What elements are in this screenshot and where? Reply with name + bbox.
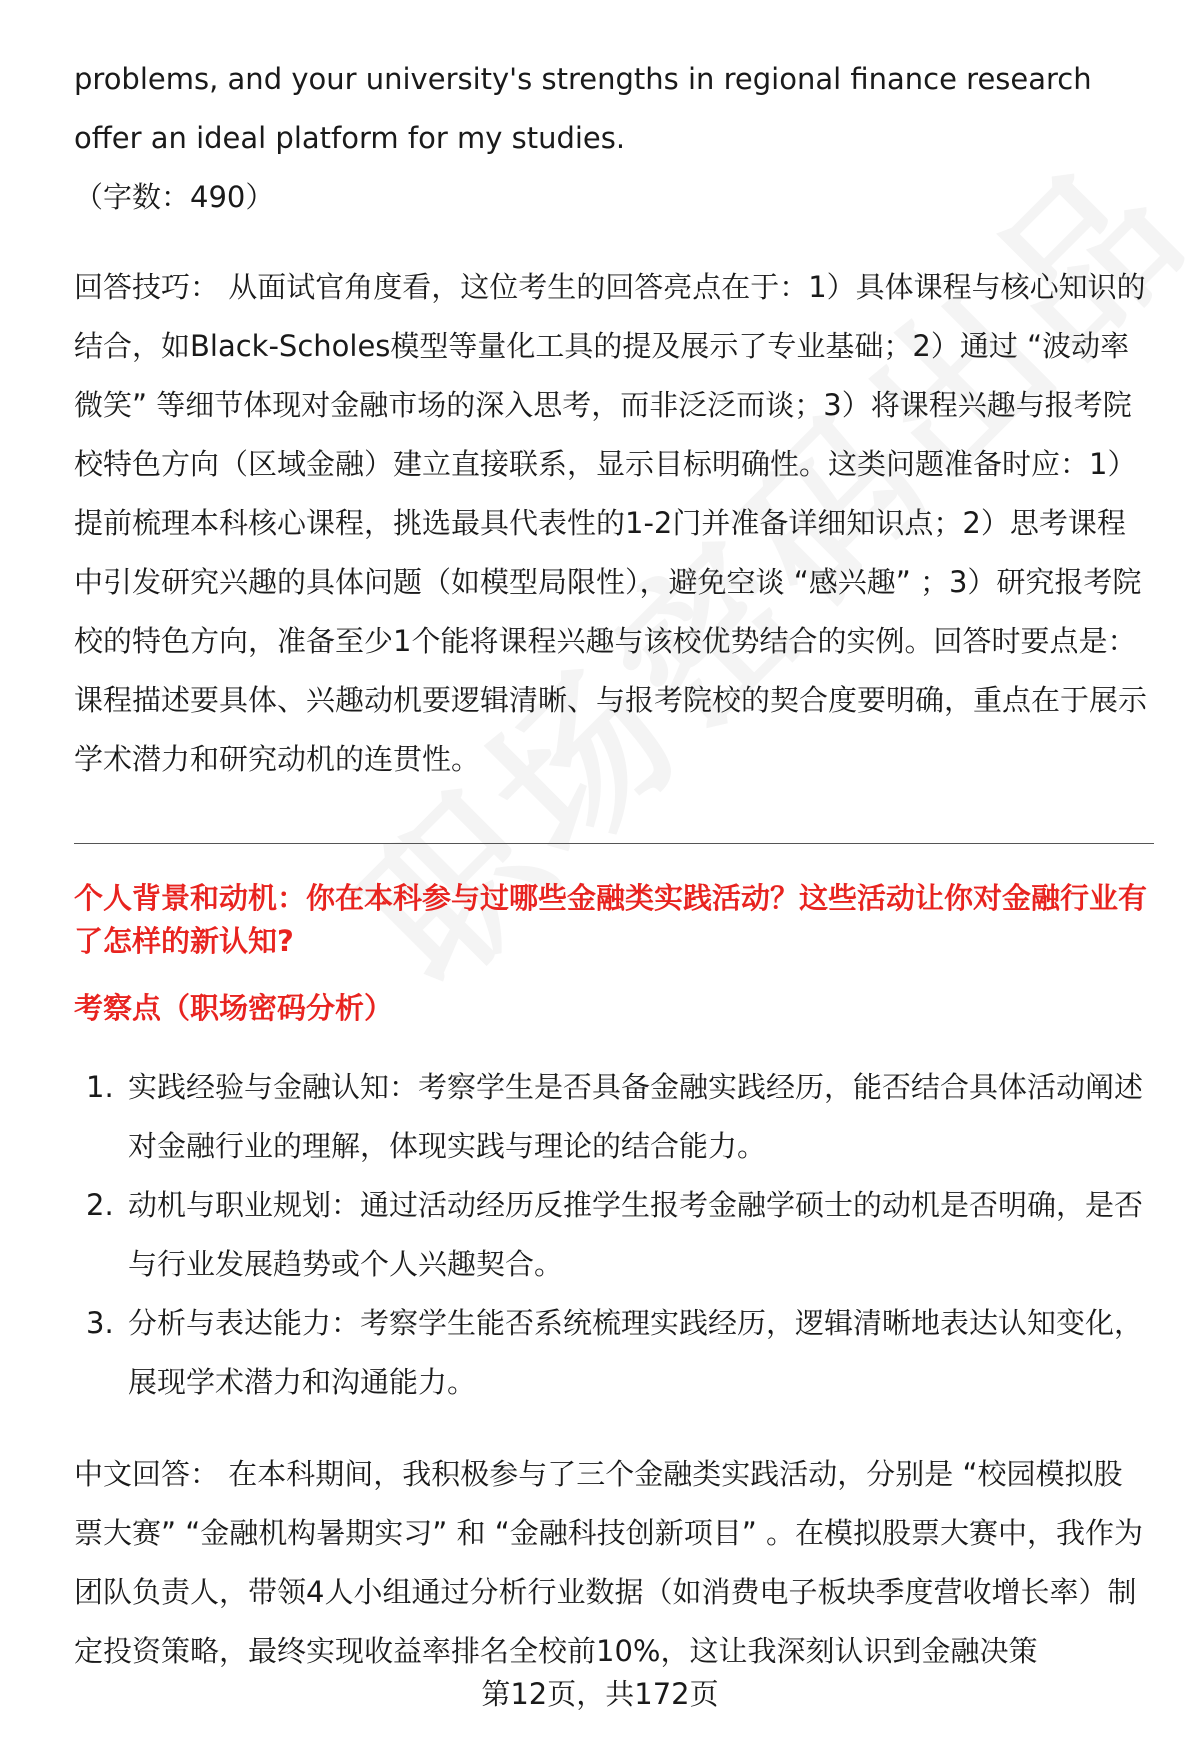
intro-paragraph: problems, and your university's strengths in regional finance research offer an ideal platform for my studies. — [74, 62, 1092, 155]
question-heading: 个人背景和动机：你在本科参与过哪些金融类实践活动？这些活动让你对金融行业有了怎样的新认知? — [74, 881, 1148, 958]
list-text: 实践经验与金融认知：考察学生是否具备金融实践经历，能否结合具体活动阐述对金融行业的理解，体现实践与理论的结合能力。 — [128, 1070, 1144, 1163]
list-number: 2. — [86, 1188, 114, 1222]
analysis-subheading: 考察点（职场密码分析） — [74, 991, 394, 1025]
word-count: （字数：490） — [74, 180, 275, 214]
answer-tips-paragraph: 回答技巧： 从面试官角度看，这位考生的回答亮点在于：1）具体课程与核心知识的结合，如Black-Scholes模型等量化工具的提及展示了专业基础；2）通过 “波动率微笑” 等细节体现对金融市场的深入思考，而非泛泛而谈；3）将课程兴趣与报考院校特色方向（区域金融）建立直接联系，显示目标明确性。这类问题准备时应：1）提前梳理本科核心课程，挑选最具代表性的1-2门并准备详细知识点；2）思考课程中引发研究兴趣的具体问题（如模型局限性），避免空谈 “感兴趣” ；3）研究报考院校的特色方向，准备至少1个能将课程兴趣与该校优势结合的实例。回答时要点是：课程描述要具体、兴趣动机要逻辑清晰、与报考院校的契合度要明确，重点在于展示学术潜力和研究动机的连贯性。 — [74, 270, 1148, 776]
list-text: 分析与表达能力：考察学生能否系统梳理实践经历，逻辑清晰地表达认知变化，展现学术潜力和沟通能力。 — [128, 1306, 1144, 1399]
list-item — [74, 1176, 1154, 1294]
list-item — [74, 1294, 1154, 1412]
list-number: 1. — [86, 1070, 114, 1104]
page-footer: 第12页，共172页 — [481, 1677, 719, 1711]
section-divider — [74, 843, 1154, 844]
analysis-points-list — [74, 1058, 1154, 1412]
chinese-answer-paragraph: 中文回答： 在本科期间，我积极参与了三个金融类实践活动，分别是 “校园模拟股票大赛” “金融机构暑期实习” 和 “金融科技创新项目” 。在模拟股票大赛中，我作为团队负责人，带领4人小组通过分析行业数据（如消费电子板块季度营收增长率）制定投资策略，最终实现收益率排名全校前10%，这让我深刻认识到金融决策 — [74, 1457, 1143, 1668]
list-number: 3. — [86, 1306, 114, 1340]
list-text: 动机与职业规划：通过活动经历反推学生报考金融学硕士的动机是否明确，是否与行业发展趋势或个人兴趣契合。 — [128, 1188, 1144, 1281]
list-item — [74, 1058, 1154, 1176]
